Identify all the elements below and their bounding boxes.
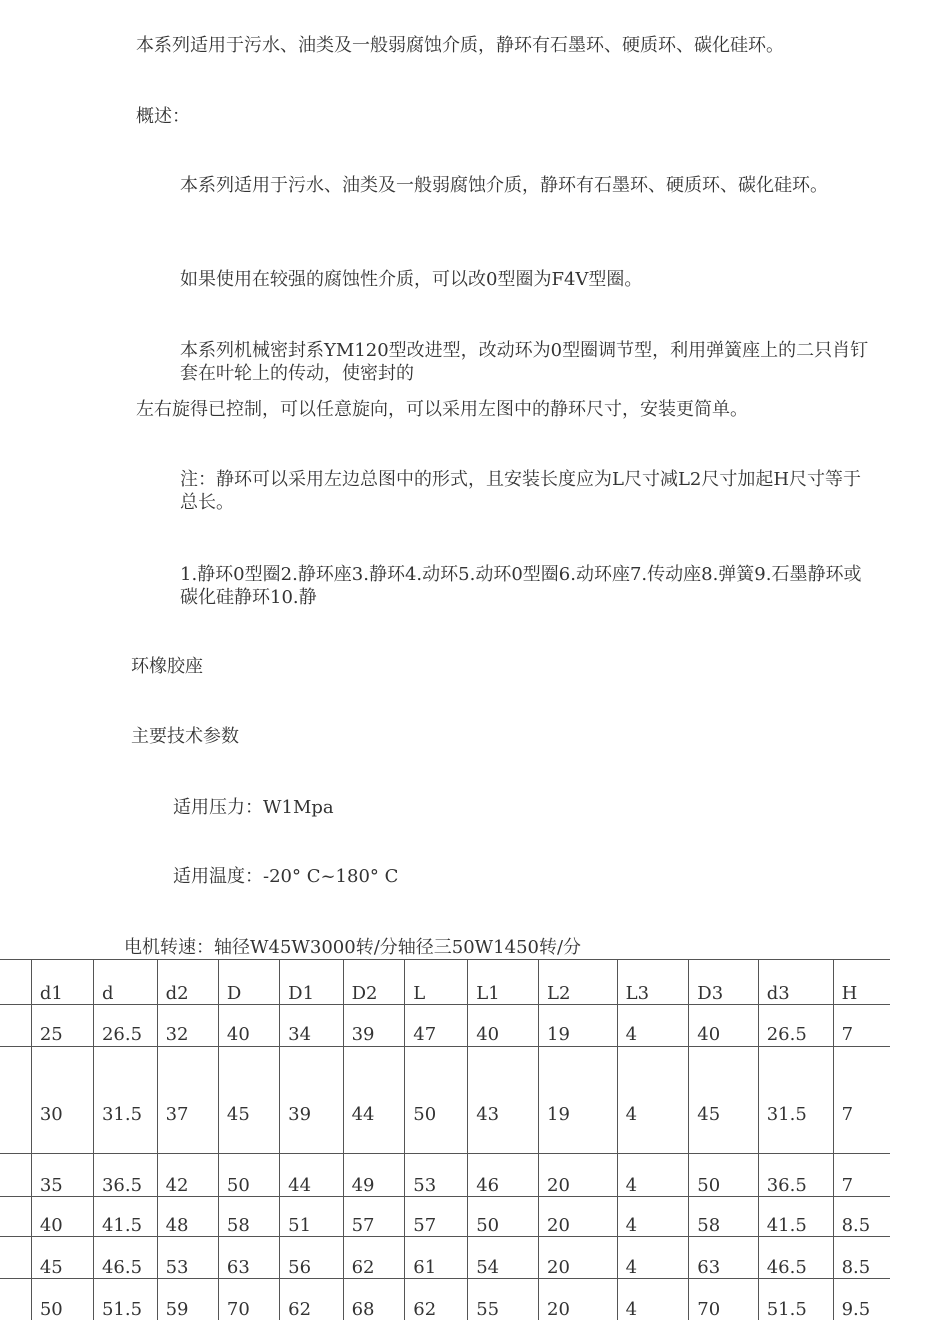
table-cell: 4: [617, 1279, 689, 1321]
table-cell: 31.5: [758, 1047, 833, 1154]
paragraph-5: 左右旋得已控制，可以任意旋向，可以采用左图中的静环尺寸，安装更简单。: [136, 399, 748, 420]
table-header-cell: d1: [31, 960, 93, 1005]
table-cell: 68: [343, 1279, 405, 1321]
table-cell: 46: [468, 1154, 539, 1197]
table-cell: 31.5: [93, 1047, 157, 1154]
table-cell: 62: [343, 1237, 405, 1279]
table-cell: 40: [218, 1005, 279, 1047]
table-cell: 32: [157, 1005, 218, 1047]
table-cell: 20: [539, 1154, 618, 1197]
table-header-cell: H: [833, 960, 890, 1005]
table-cell: 40: [689, 1005, 758, 1047]
table-cell: 35: [31, 1154, 93, 1197]
paragraph-3: 如果使用在较强的腐蚀性介质，可以改0型圈为F4V型圈。: [180, 269, 643, 290]
table-cell: 39: [280, 1047, 343, 1154]
table-row: [0, 1047, 890, 1154]
table-header-cell: L3: [617, 960, 689, 1005]
table-cell: [0, 1197, 31, 1237]
table-cell: 44: [343, 1047, 405, 1154]
table-cell: 36.5: [758, 1154, 833, 1197]
table-cell: 26.5: [758, 1005, 833, 1047]
table-cell: 40: [31, 1197, 93, 1237]
table-cell: 39: [343, 1005, 405, 1047]
table-header-cell: L: [405, 960, 468, 1005]
table-cell: 50: [218, 1154, 279, 1197]
table-cell: 34: [280, 1005, 343, 1047]
table-cell: 58: [218, 1197, 279, 1237]
table-cell: 57: [343, 1197, 405, 1237]
table-cell: 50: [689, 1154, 758, 1197]
parts-list-continued: 环橡胶座: [131, 656, 203, 677]
table-header-cell: D1: [280, 960, 343, 1005]
table-cell: 30: [31, 1047, 93, 1154]
table-cell: 70: [218, 1279, 279, 1321]
table-cell: [0, 1279, 31, 1321]
table-header-cell: L2: [539, 960, 618, 1005]
table-cell: 9.5: [833, 1279, 890, 1321]
table-cell: 51.5: [93, 1279, 157, 1321]
table-cell: 7: [833, 1005, 890, 1047]
table-cell: 53: [405, 1154, 468, 1197]
table-cell: 54: [468, 1237, 539, 1279]
table-cell: 63: [689, 1237, 758, 1279]
table-cell: 57: [405, 1197, 468, 1237]
table-row: [0, 1237, 890, 1279]
parts-list: 1.静环0型圈2.静环座3.静环4.动环5.动环0型圈6.动环座7.传动座8.弹簧9.石墨静环或碳化硅静环10.静: [180, 564, 862, 608]
table-header-cell: D: [218, 960, 279, 1005]
paragraph-4: 本系列机械密封系YM120型改进型，改动环为0型圈调节型，利用弹簧座上的二只肖钉套在叶轮上的传动，使密封的: [180, 340, 869, 384]
table-cell: [0, 960, 31, 1005]
table-cell: 53: [157, 1237, 218, 1279]
table-cell: 58: [689, 1197, 758, 1237]
table-cell: 7: [833, 1047, 890, 1154]
table-row: [0, 1279, 890, 1321]
table-cell: 45: [218, 1047, 279, 1154]
temperature-spec: 适用温度：-20° C~180° C: [173, 866, 399, 887]
table-cell: 70: [689, 1279, 758, 1321]
table-row: [0, 1197, 890, 1237]
table-cell: 4: [617, 1005, 689, 1047]
table-cell: 46.5: [93, 1237, 157, 1279]
table-cell: 59: [157, 1279, 218, 1321]
motor-speed-spec: 电机转速：轴径W45W3000转/分轴径三50W1450转/分: [124, 937, 582, 958]
table-cell: 42: [157, 1154, 218, 1197]
table-cell: 61: [405, 1237, 468, 1279]
spec-table: [0, 959, 890, 1320]
table-cell: 47: [405, 1005, 468, 1047]
table-cell: 45: [689, 1047, 758, 1154]
table-cell: 46.5: [758, 1237, 833, 1279]
table-row: [0, 1154, 890, 1197]
table-cell: [0, 1005, 31, 1047]
table-cell: 62: [280, 1279, 343, 1321]
table-cell: 40: [468, 1005, 539, 1047]
paragraph-2: 本系列适用于污水、油类及一般弱腐蚀介质，静环有石墨环、硬质环、碳化硅环。: [180, 175, 828, 196]
table-cell: 45: [31, 1237, 93, 1279]
overview-heading: 概述：: [136, 106, 190, 127]
table-cell: 43: [468, 1047, 539, 1154]
table-header-cell: D3: [689, 960, 758, 1005]
table-row: [0, 1005, 890, 1047]
tech-params-heading: 主要技术参数: [131, 726, 239, 747]
pressure-spec: 适用压力：W1Mpa: [173, 797, 334, 818]
table-cell: 63: [218, 1237, 279, 1279]
table-cell: 51: [280, 1197, 343, 1237]
table-cell: 48: [157, 1197, 218, 1237]
table-cell: 25: [31, 1005, 93, 1047]
table-cell: 4: [617, 1197, 689, 1237]
table-cell: 56: [280, 1237, 343, 1279]
table-cell: [0, 1047, 31, 1154]
table-header-cell: d2: [157, 960, 218, 1005]
table-header-cell: D2: [343, 960, 405, 1005]
table-cell: 4: [617, 1047, 689, 1154]
table-cell: 19: [539, 1047, 618, 1154]
table-cell: 44: [280, 1154, 343, 1197]
note-paragraph: 注：静环可以采用左边总图中的形式，且安装长度应为L尺寸减L2尺寸加起H尺寸等于总长。: [180, 469, 862, 513]
table-cell: [0, 1154, 31, 1197]
table-cell: 26.5: [93, 1005, 157, 1047]
table-cell: 20: [539, 1279, 618, 1321]
table-header-cell: L1: [468, 960, 539, 1005]
table-header-row: [0, 960, 890, 1005]
table-cell: 50: [405, 1047, 468, 1154]
table-cell: 62: [405, 1279, 468, 1321]
table-cell: 50: [468, 1197, 539, 1237]
table-header-cell: d: [93, 960, 157, 1005]
table-cell: 20: [539, 1197, 618, 1237]
table-cell: 51.5: [758, 1279, 833, 1321]
table-cell: 20: [539, 1237, 618, 1279]
table-cell: 55: [468, 1279, 539, 1321]
table-cell: 36.5: [93, 1154, 157, 1197]
table-cell: 41.5: [93, 1197, 157, 1237]
table-cell: 49: [343, 1154, 405, 1197]
table-cell: 19: [539, 1005, 618, 1047]
table-cell: 4: [617, 1154, 689, 1197]
table-cell: 4: [617, 1237, 689, 1279]
table-cell: 7: [833, 1154, 890, 1197]
table-cell: 37: [157, 1047, 218, 1154]
table-cell: 8.5: [833, 1237, 890, 1279]
table-cell: [0, 1237, 31, 1279]
paragraph-1: 本系列适用于污水、油类及一般弱腐蚀介质，静环有石墨环、硬质环、碳化硅环。: [136, 35, 784, 56]
table-cell: 50: [31, 1279, 93, 1321]
table-cell: 8.5: [833, 1197, 890, 1237]
table-cell: 41.5: [758, 1197, 833, 1237]
table-header-cell: d3: [758, 960, 833, 1005]
